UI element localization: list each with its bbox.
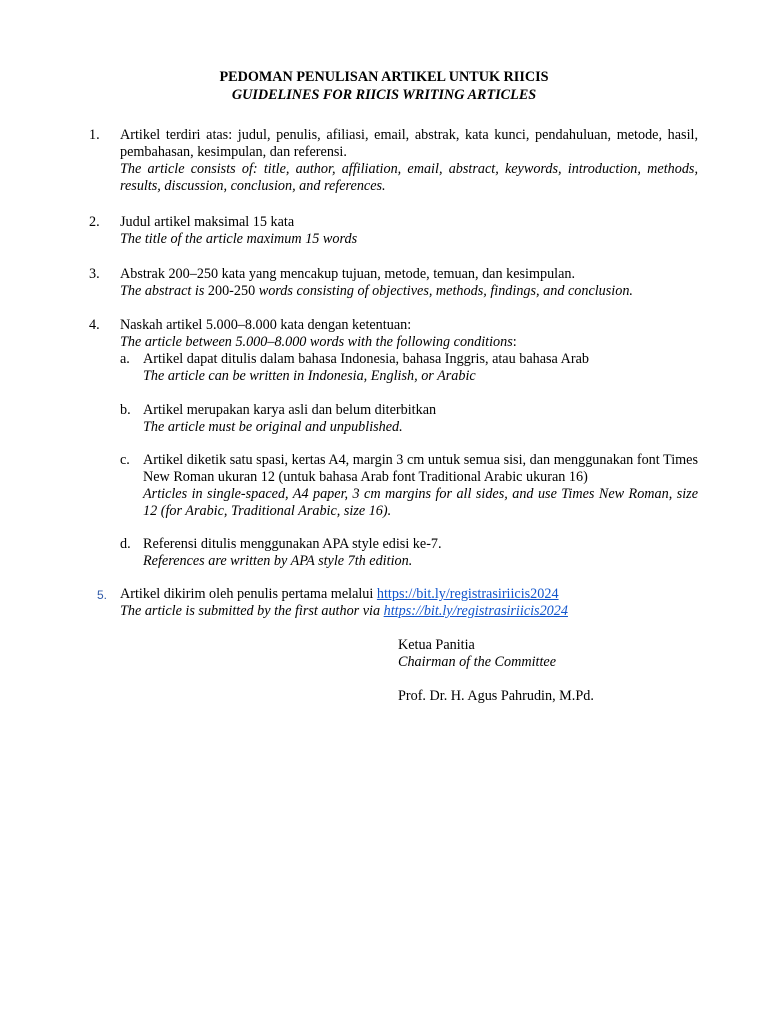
sub-item-text-indonesian: Referensi ditulis menggunakan APA style edisi ke-7. [143, 536, 442, 552]
item-body [120, 266, 698, 300]
item-text-english: The title of the article maximum 15 words [120, 231, 358, 247]
item-number: 2. [89, 214, 100, 230]
item-text-english: The article between 5.000–8.000 words with the following conditions [120, 334, 513, 350]
title-indonesian: PEDOMAN PENULISAN ARTIKEL UNTUK RIICIS [219, 69, 549, 85]
sub-item-text-english: The article must be original and unpublished. [143, 419, 403, 435]
item-text-english-range: 200-250 [207, 283, 256, 299]
item-text-english-prefix: The abstract is [120, 283, 208, 299]
item-number: 4. [89, 317, 100, 333]
registration-link-english[interactable]: https://bit.ly/registrasiriicis2024 [383, 603, 568, 619]
colon: : [512, 334, 517, 350]
sub-item-body [143, 452, 698, 520]
registration-link[interactable]: https://bit.ly/registrasiriicis2024 [376, 586, 559, 602]
item-body [120, 586, 698, 620]
item-text-english: The article is submitted by the first author via [120, 603, 384, 619]
item-text-indonesian: Abstrak 200–250 kata yang mencakup tujuan, metode, temuan, dan kesimpulan. [120, 266, 576, 282]
item-number: 5. [97, 588, 108, 602]
document-title [0, 68, 768, 104]
sub-item-letter: a. [120, 351, 130, 367]
sub-item-text-indonesian: Artikel dapat ditulis dalam bahasa Indonesia, bahasa Inggris, atau bahasa Arab [143, 351, 589, 367]
item-body [120, 214, 698, 248]
item-text-indonesian: Artikel dikirim oleh penulis pertama melalui [120, 586, 377, 602]
item-text-english-suffix: words consisting of objectives, methods, findings, and conclusion. [255, 283, 633, 299]
sub-item-letter: b. [120, 402, 131, 418]
title-english: GUIDELINES FOR RIICIS WRITING ARTICLES [231, 87, 537, 103]
sub-item-text-indonesian: Artikel diketik satu spasi, kertas A4, margin 3 cm untuk semua sisi, dan menggunakan font Times New Roman ukuran 12 (untuk bahasa Arab font Traditional Arabic ukuran 16) [143, 452, 698, 485]
sub-item-letter: d. [120, 536, 131, 552]
sub-item-text-english: References are written by APA style 7th edition. [143, 553, 413, 569]
item-body [120, 127, 698, 195]
item-body [120, 317, 698, 351]
item-number: 3. [89, 266, 100, 282]
sub-item-text-english: Articles in single-spaced, A4 paper, 3 cm margins for all sides, and use Times New Roman, size 12 (for Arabic, Traditional Arabic, size 16). [143, 486, 698, 519]
sub-item-text-english: The article can be written in Indonesia, English, or Arabic [143, 368, 476, 384]
sub-item-body [143, 402, 698, 436]
sub-item-letter: c. [120, 452, 130, 468]
sub-item-body [143, 536, 698, 570]
signature-role-indonesian: Ketua Panitia [398, 637, 475, 653]
signature-role-english: Chairman of the Committee [398, 654, 557, 670]
signature-block [398, 637, 594, 705]
item-text-english: The article consists of: title, author, affiliation, email, abstract, keywords, introduction, methods, results, discussion, conclusion, and references. [120, 161, 698, 194]
sub-item-text-indonesian: Artikel merupakan karya asli dan belum diterbitkan [143, 402, 437, 418]
item-text-indonesian: Artikel terdiri atas: judul, penulis, afiliasi, email, abstrak, kata kunci, pendahuluan, metode, hasil, pembahasan, kesimpulan, dan referensi. [120, 127, 698, 160]
sub-item-body [143, 351, 698, 385]
item-text-indonesian: Judul artikel maksimal 15 kata [120, 214, 295, 230]
item-number: 1. [89, 127, 100, 143]
item-text-indonesian: Naskah artikel 5.000–8.000 kata dengan ketentuan: [120, 317, 412, 333]
signature-name: Prof. Dr. H. Agus Pahrudin, M.Pd. [398, 688, 594, 704]
